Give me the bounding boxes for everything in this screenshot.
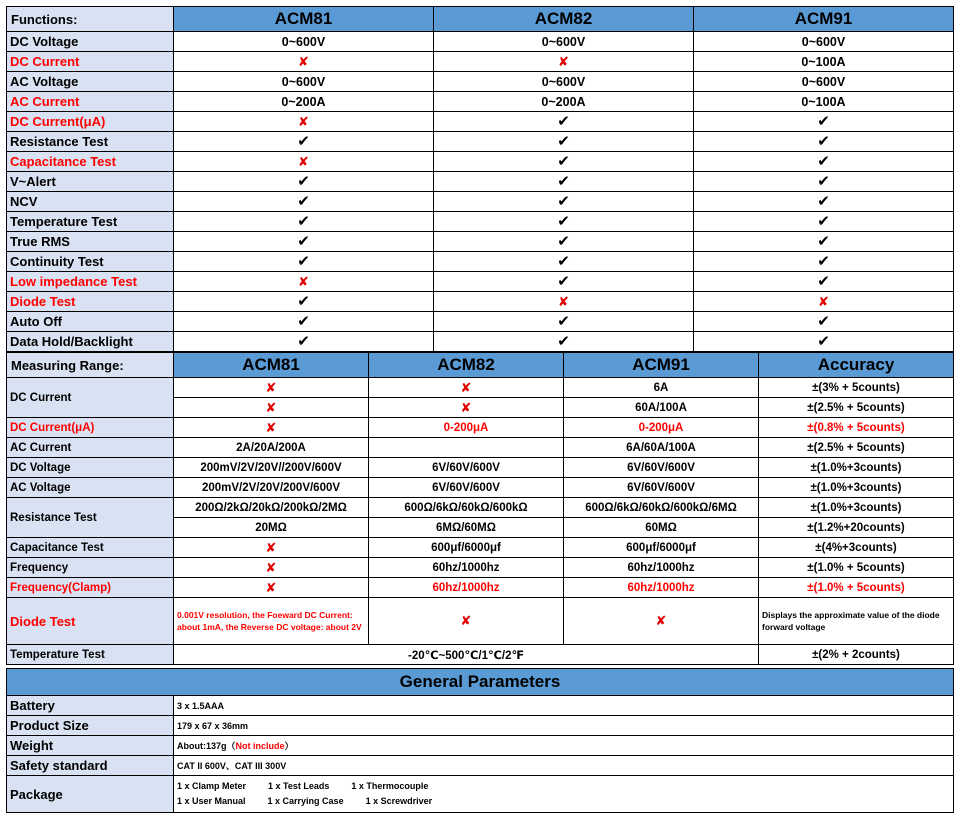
function-cell xyxy=(694,172,954,192)
check-icon: ✔ xyxy=(817,153,830,170)
range-cell: 60hz/1000hz xyxy=(564,558,759,578)
function-cell: 0~100A xyxy=(694,52,954,72)
general-row-weight xyxy=(7,736,954,756)
general-label-package: Package xyxy=(7,776,174,813)
check-icon: ✔ xyxy=(557,333,570,350)
range-cell xyxy=(174,418,369,438)
range-accuracy-cell: ±(1.0%+3counts) xyxy=(759,478,954,498)
function-cell xyxy=(434,112,694,132)
range-cell: 6MΩ/60MΩ xyxy=(369,518,564,538)
range-cell: 60A/100A xyxy=(564,398,759,418)
cross-icon: ✘ xyxy=(558,293,569,309)
function-cell xyxy=(694,272,954,292)
general-label-battery: Battery xyxy=(7,696,174,716)
function-cell xyxy=(174,172,434,192)
cross-icon: ✘ xyxy=(265,399,277,415)
package-item: 1 x Thermocouple xyxy=(351,781,429,791)
function-row xyxy=(7,52,954,72)
range-row-capacitance xyxy=(7,538,954,558)
check-icon: ✔ xyxy=(817,193,830,210)
functions-table xyxy=(6,6,954,352)
weight-value: About:137g（ xyxy=(177,741,236,751)
check-icon: ✔ xyxy=(817,233,830,250)
function-label: AC Voltage xyxy=(7,72,174,92)
check-icon: ✔ xyxy=(557,173,570,190)
range-accuracy-cell: ±(2% + 2counts) xyxy=(759,645,954,665)
range-cell: 60hz/1000hz xyxy=(369,558,564,578)
range-label-capacitance: Capacitance Test xyxy=(7,538,174,558)
function-row xyxy=(7,112,954,132)
range-header-acm81: ACM81 xyxy=(174,353,369,378)
cross-icon: ✘ xyxy=(265,539,277,555)
cross-icon: ✘ xyxy=(298,153,309,169)
range-cell xyxy=(369,398,564,418)
check-icon: ✔ xyxy=(557,213,570,230)
function-row xyxy=(7,32,954,52)
function-cell xyxy=(434,132,694,152)
cross-icon: ✘ xyxy=(265,579,277,595)
range-header-row xyxy=(7,353,954,378)
function-label: AC Current xyxy=(7,92,174,112)
general-label-weight: Weight xyxy=(7,736,174,756)
range-accuracy-cell: ±(1.0% + 5counts) xyxy=(759,558,954,578)
function-label: DC Current(μA) xyxy=(7,112,174,132)
check-icon: ✔ xyxy=(557,273,570,290)
general-value-package xyxy=(174,776,954,813)
function-cell: 0~600V xyxy=(694,72,954,92)
function-cell xyxy=(174,212,434,232)
function-row xyxy=(7,152,954,172)
function-label: Resistance Test xyxy=(7,132,174,152)
cross-icon: ✘ xyxy=(460,399,472,415)
package-item: 1 x Test Leads xyxy=(268,781,330,791)
range-label-dc-current: DC Current xyxy=(7,378,174,418)
function-label: NCV xyxy=(7,192,174,212)
range-row-diode xyxy=(7,598,954,645)
range-cell xyxy=(174,398,369,418)
function-cell xyxy=(174,312,434,332)
function-label: Temperature Test xyxy=(7,212,174,232)
function-cell: 0~600V xyxy=(434,32,694,52)
function-cell xyxy=(434,192,694,212)
range-row-resistance-1 xyxy=(7,498,954,518)
weight-note: Not include xyxy=(235,741,285,751)
range-accuracy-cell: ±(0.8% + 5counts) xyxy=(759,418,954,438)
check-icon: ✔ xyxy=(817,113,830,130)
check-icon: ✔ xyxy=(817,273,830,290)
range-accuracy-cell: ±(1.0%+3counts) xyxy=(759,458,954,478)
range-header-accuracy: Accuracy xyxy=(759,353,954,378)
function-cell xyxy=(434,212,694,232)
general-row-safety xyxy=(7,756,954,776)
check-icon: ✔ xyxy=(557,113,570,130)
range-header-title: Measuring Range: xyxy=(7,353,174,378)
function-label: V~Alert xyxy=(7,172,174,192)
function-cell xyxy=(174,292,434,312)
function-cell: 0~600V xyxy=(434,72,694,92)
function-cell xyxy=(694,252,954,272)
range-cell xyxy=(369,598,564,645)
function-row xyxy=(7,132,954,152)
function-cell: 0~100A xyxy=(694,92,954,112)
function-row xyxy=(7,212,954,232)
range-row-frequency xyxy=(7,558,954,578)
range-cell: 0-200μA xyxy=(564,418,759,438)
range-accuracy-cell: ±(1.0% + 5counts) xyxy=(759,578,954,598)
function-row xyxy=(7,272,954,292)
general-row-size xyxy=(7,716,954,736)
range-cell: 6A xyxy=(564,378,759,398)
function-row xyxy=(7,292,954,312)
range-cell xyxy=(174,578,369,598)
general-value-weight xyxy=(174,736,954,756)
range-accuracy-cell: ±(2.5% + 5counts) xyxy=(759,438,954,458)
range-cell: 200mV/2V/20V//200V/600V xyxy=(174,458,369,478)
general-row-package xyxy=(7,776,954,813)
function-cell xyxy=(434,332,694,352)
function-cell: 0~200A xyxy=(174,92,434,112)
function-cell xyxy=(434,252,694,272)
general-title-row xyxy=(7,669,954,696)
check-icon: ✔ xyxy=(297,133,310,150)
function-cell xyxy=(174,52,434,72)
range-diode-accuracy-note: Displays the approximate value of the diode forward voltage xyxy=(759,598,954,645)
general-parameters-table xyxy=(6,668,954,813)
cross-icon: ✘ xyxy=(655,613,667,628)
function-label: Capacitance Test xyxy=(7,152,174,172)
cross-icon: ✘ xyxy=(265,559,277,575)
range-header-acm91: ACM91 xyxy=(564,353,759,378)
weight-close: ） xyxy=(284,741,294,751)
functions-table-body xyxy=(7,7,954,352)
check-icon: ✔ xyxy=(297,333,310,350)
function-label: Continuity Test xyxy=(7,252,174,272)
function-cell xyxy=(694,312,954,332)
general-row-battery xyxy=(7,696,954,716)
function-cell xyxy=(694,292,954,312)
range-cell: 600Ω/6kΩ/60kΩ/600kΩ xyxy=(369,498,564,518)
check-icon: ✔ xyxy=(557,133,570,150)
function-cell xyxy=(694,192,954,212)
range-accuracy-cell: ±(1.0%+3counts) xyxy=(759,498,954,518)
range-cell: 60hz/1000hz xyxy=(564,578,759,598)
range-label-ac-voltage: AC Voltage xyxy=(7,478,174,498)
range-diode-note-acm81: 0.001V resolution, the Foeward DC Current: about 1mA, the Reverse DC voltage: about 2V xyxy=(174,598,369,645)
range-accuracy-cell: ±(4%+3counts) xyxy=(759,538,954,558)
range-cell xyxy=(174,378,369,398)
range-accuracy-cell: ±(3% + 5counts) xyxy=(759,378,954,398)
check-icon: ✔ xyxy=(817,213,830,230)
package-line-1 xyxy=(177,779,950,794)
range-cell: 6V/60V/600V xyxy=(369,478,564,498)
check-icon: ✔ xyxy=(297,313,310,330)
general-label-safety: Safety standard xyxy=(7,756,174,776)
function-label: Data Hold/Backlight xyxy=(7,332,174,352)
cross-icon: ✘ xyxy=(298,53,309,69)
check-icon: ✔ xyxy=(297,253,310,270)
function-cell: 0~200A xyxy=(434,92,694,112)
range-row-frequency-clamp xyxy=(7,578,954,598)
general-title: General Parameters xyxy=(7,669,954,696)
general-label-size: Product Size xyxy=(7,716,174,736)
range-cell: 200mV/2V/20V/200V/600V xyxy=(174,478,369,498)
range-header-acm82: ACM82 xyxy=(369,353,564,378)
measuring-range-table xyxy=(6,352,954,665)
cross-icon: ✘ xyxy=(298,273,309,289)
functions-header-row xyxy=(7,7,954,32)
range-row-ac-voltage xyxy=(7,478,954,498)
functions-header-acm82: ACM82 xyxy=(434,7,694,32)
function-row xyxy=(7,332,954,352)
range-cell: 20MΩ xyxy=(174,518,369,538)
package-item: 1 x Clamp Meter xyxy=(177,781,247,791)
range-row-ac-current xyxy=(7,438,954,458)
function-cell xyxy=(434,312,694,332)
function-cell xyxy=(434,232,694,252)
check-icon: ✔ xyxy=(297,233,310,250)
function-row xyxy=(7,232,954,252)
cross-icon: ✘ xyxy=(558,53,569,69)
range-cell xyxy=(369,378,564,398)
range-cell xyxy=(174,558,369,578)
range-label-diode: Diode Test xyxy=(7,598,174,645)
check-icon: ✔ xyxy=(817,173,830,190)
range-temperature-value: -20℃~500℃/1℃/2℉ xyxy=(174,645,759,665)
range-row-dc-voltage xyxy=(7,458,954,478)
range-cell: 0-200μA xyxy=(369,418,564,438)
range-cell: 600Ω/6kΩ/60kΩ/600kΩ/6MΩ xyxy=(564,498,759,518)
range-cell xyxy=(564,598,759,645)
function-cell xyxy=(174,132,434,152)
functions-header-acm81: ACM81 xyxy=(174,7,434,32)
package-line-2 xyxy=(177,794,950,809)
range-label-dc-voltage: DC Voltage xyxy=(7,458,174,478)
function-cell xyxy=(694,332,954,352)
function-cell xyxy=(434,152,694,172)
function-cell xyxy=(694,232,954,252)
function-cell xyxy=(434,292,694,312)
cross-icon: ✘ xyxy=(265,419,277,435)
function-label: Diode Test xyxy=(7,292,174,312)
function-label: DC Voltage xyxy=(7,32,174,52)
range-label-frequency: Frequency xyxy=(7,558,174,578)
function-row xyxy=(7,312,954,332)
function-row xyxy=(7,92,954,112)
range-label-ac-current: AC Current xyxy=(7,438,174,458)
check-icon: ✔ xyxy=(557,153,570,170)
check-icon: ✔ xyxy=(557,313,570,330)
range-cell: 60hz/1000hz xyxy=(369,578,564,598)
function-cell xyxy=(694,212,954,232)
function-cell xyxy=(174,232,434,252)
range-cell xyxy=(369,438,564,458)
check-icon: ✔ xyxy=(557,233,570,250)
function-label: Low impedance Test xyxy=(7,272,174,292)
check-icon: ✔ xyxy=(817,333,830,350)
function-cell xyxy=(174,332,434,352)
range-cell: 6V/60V/600V xyxy=(369,458,564,478)
function-label: True RMS xyxy=(7,232,174,252)
function-cell xyxy=(434,272,694,292)
function-cell: 0~600V xyxy=(174,72,434,92)
function-row xyxy=(7,252,954,272)
check-icon: ✔ xyxy=(817,253,830,270)
range-accuracy-cell: ±(2.5% + 5counts) xyxy=(759,398,954,418)
range-cell: 6V/60V/600V xyxy=(564,478,759,498)
function-cell xyxy=(694,132,954,152)
range-cell: 2A/20A/200A xyxy=(174,438,369,458)
range-label-dc-current-ua: DC Current(μA) xyxy=(7,418,174,438)
package-item: 1 x Carrying Case xyxy=(267,796,344,806)
cross-icon: ✘ xyxy=(265,379,277,395)
function-cell xyxy=(434,172,694,192)
function-label: Auto Off xyxy=(7,312,174,332)
functions-header-title: Functions: xyxy=(7,7,174,32)
check-icon: ✔ xyxy=(297,193,310,210)
package-item: 1 x Screwdriver xyxy=(365,796,433,806)
function-cell xyxy=(174,112,434,132)
range-label-frequency-clamp: Frequency(Clamp) xyxy=(7,578,174,598)
check-icon: ✔ xyxy=(297,293,310,310)
general-value-size: 179 x 67 x 36mm xyxy=(174,716,954,736)
check-icon: ✔ xyxy=(297,173,310,190)
general-value-safety: CAT II 600V、CAT III 300V xyxy=(174,756,954,776)
range-cell xyxy=(174,538,369,558)
range-label-resistance: Resistance Test xyxy=(7,498,174,538)
range-cell: 60MΩ xyxy=(564,518,759,538)
function-cell xyxy=(174,152,434,172)
function-row xyxy=(7,192,954,212)
function-cell xyxy=(174,252,434,272)
package-item: 1 x User Manual xyxy=(177,796,246,806)
function-cell: 0~600V xyxy=(694,32,954,52)
range-cell: 200Ω/2kΩ/20kΩ/200kΩ/2MΩ xyxy=(174,498,369,518)
check-icon: ✔ xyxy=(297,213,310,230)
cross-icon: ✘ xyxy=(818,293,829,309)
range-label-temperature: Temperature Test xyxy=(7,645,174,665)
function-cell: 0~600V xyxy=(174,32,434,52)
cross-icon: ✘ xyxy=(298,113,309,129)
range-accuracy-cell: ±(1.2%+20counts) xyxy=(759,518,954,538)
range-row-dc-current-1 xyxy=(7,378,954,398)
function-row xyxy=(7,172,954,192)
function-cell xyxy=(694,112,954,132)
check-icon: ✔ xyxy=(557,193,570,210)
range-cell: 600μf/6000μf xyxy=(564,538,759,558)
range-cell: 6A/60A/100A xyxy=(564,438,759,458)
range-cell: 6V/60V/600V xyxy=(564,458,759,478)
cross-icon: ✘ xyxy=(460,379,472,395)
function-cell xyxy=(174,192,434,212)
check-icon: ✔ xyxy=(557,253,570,270)
function-cell xyxy=(434,52,694,72)
check-icon: ✔ xyxy=(817,133,830,150)
range-cell: 600μf/6000μf xyxy=(369,538,564,558)
function-cell xyxy=(174,272,434,292)
cross-icon: ✘ xyxy=(460,613,472,628)
function-label: DC Current xyxy=(7,52,174,72)
range-row-dc-current-ua xyxy=(7,418,954,438)
range-row-temperature xyxy=(7,645,954,665)
function-row xyxy=(7,72,954,92)
check-icon: ✔ xyxy=(817,313,830,330)
general-value-battery: 3 x 1.5AAA xyxy=(174,696,954,716)
function-cell xyxy=(694,152,954,172)
functions-header-acm91: ACM91 xyxy=(694,7,954,32)
